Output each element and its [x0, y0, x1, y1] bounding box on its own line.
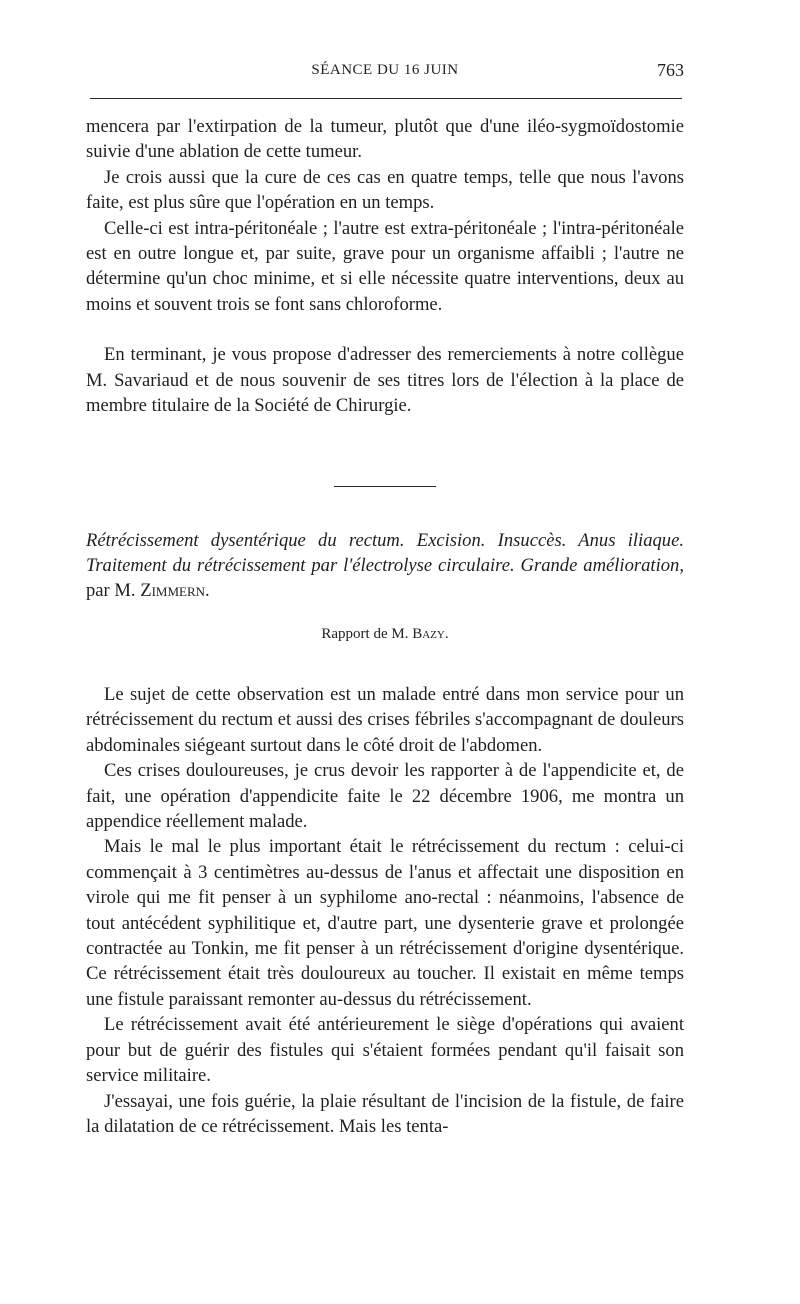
paragraph: mencera par l'extirpation de la tumeur, plutôt que d'une iléo-sygmoïdostomie suivie d'une ablation de cette tumeur.: [86, 116, 684, 163]
article-author: Zimmern.: [140, 580, 210, 601]
paragraph: J'essayai, une fois guérie, la plaie résultant de l'incision de la fistule, de faire la dilatation de ce rétrécissement. Mais les tenta-: [86, 1090, 684, 1137]
report-author: Bazy.: [412, 626, 449, 642]
text-block-2: [86, 682, 684, 1139]
report-byline: [86, 626, 684, 643]
report-prefix: Rapport de M.: [321, 626, 409, 642]
paragraph: En terminant, je vous propose d'adresser des remerciements à notre collègue M. Savariaud et de nous souvenir de ses titres lors de l'élection à la place de membre titulaire de la Société de Chirurgie.: [86, 344, 684, 417]
section-divider: [334, 486, 436, 487]
paragraph: Je crois aussi que la cure de ces cas en quatre temps, telle que nous l'avons faite, est plus sûre que l'opération en un temps.: [86, 166, 684, 214]
running-head: [86, 60, 684, 84]
paragraph: Ces crises douloureuses, je crus devoir les rapporter à de l'appendicite et, de fait, une opération d'appendicite faite le 22 décembre 1906, me montra un appendice réellement malade.: [86, 760, 684, 833]
author-prefix: par M.: [86, 580, 136, 601]
header-rule: [90, 98, 682, 99]
paragraph: Mais le mal le plus important était le rétrécissement du rectum : celui-ci commençait à 3 centimètres au-dessus de l'anus et affectait une disposition en virole qui me fit penser à un syphilome ano-rectal : néanmoins, l'absence de tout antécédent syphilitique et, d'autre part, une dysenterie grave et prolongée contractée au Tonkin, me fit penser à un rétrécissement d'origine dysentérique. Ce rétrécissement était très douloureux au toucher. Il existait en même temps une fistule paraissant remonter au-dessus du rétrécissement.: [86, 836, 684, 1010]
text-block-1: [86, 114, 684, 418]
article-heading: [86, 528, 684, 603]
page-number: 763: [657, 60, 684, 80]
running-title: SÉANCE DU 16 JUIN: [311, 62, 459, 78]
paragraph: Le sujet de cette observation est un malade entré dans mon service pour un rétrécissement du rectum et aussi des crises fébriles s'accompagnant de douleurs abdominales siégeant surtout dans le côté droit de l'abdomen.: [86, 684, 684, 756]
paragraph: Le rétrécissement avait été antérieurement le siège d'opérations qui avaient pour but de guérir des fistules qui s'étaient formées pendant qu'il faisait son service militaire.: [86, 1014, 684, 1087]
paragraph: Celle-ci est intra-péritonéale ; l'autre est extra-péritonéale ; l'intra-péritonéale est en outre longue et, par suite, grave pour un organisme affaibli ; l'autre ne détermine qu'un choc minime, et si elle nécessite quatre interventions, deux au moins et souvent trois se font sans chloroforme.: [86, 217, 684, 315]
paragraph-spacer: [86, 317, 684, 342]
article-title: Rétrécissement dysentérique du rectum. Excision. Insuccès. Anus iliaque. Traitement du rétrécissement par l'électrolyse circulaire. Grande amélioration,: [86, 530, 684, 576]
